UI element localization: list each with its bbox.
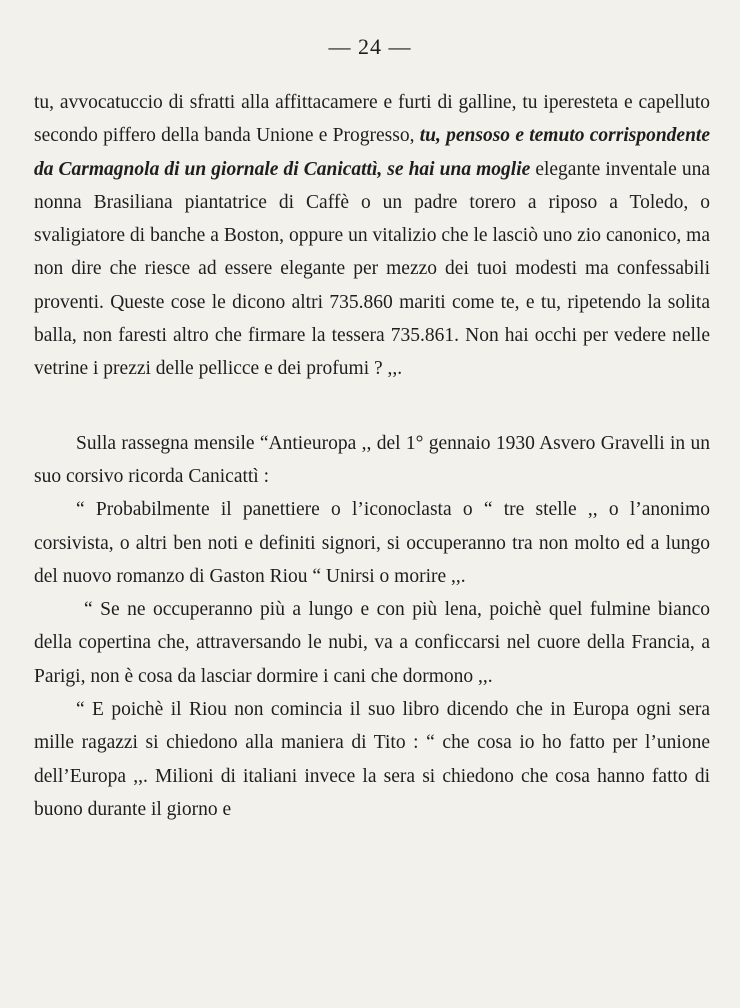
body-text bbox=[34, 86, 710, 826]
paragraph-2: Sulla rassegna mensile “Antieuropa ,, del 1° gennaio 1930 Asvero Gravelli in un suo corsivo ricorda Canicattì : bbox=[34, 432, 710, 487]
paragraph-1-italic: tu, pensoso e temuto corrispondente da Carmagnola di un giornale di Canicattì, se hai una moglie bbox=[34, 125, 711, 180]
paragraph-1-part-b: elegante inventale una nonna Brasiliana piantatrice di Caffè o un padre torero a riposo a Toledo, o svaligiatore di banche a Boston, oppure un vitalizio che le lasciò uno zio canonico, ma non dire che riesce ad essere elegante per mezzo dei tuoi modesti ma confessabili proventi. Queste cose le dicono altri 735.860 mariti come te, e tu, ripetendo la solita balla, non faresti altro che firmare la tessera 735.861. Non hai occhi per vedere nelle vetrine i prezzi delle pellicce e dei profumi ? ,,. bbox=[34, 158, 710, 380]
paragraph-gap bbox=[34, 386, 710, 427]
paragraph-3: “ Probabilmente il panettiere o l’iconoclasta o “ tre stelle ,, o l’anonimo corsivista, o altri ben noti e definiti signori, si occuperanno tra non molto ed a lungo del nuovo romanzo di Gaston Riou “ Unirsi o morire ,,. bbox=[34, 499, 710, 587]
paragraph-1 bbox=[34, 86, 710, 386]
paragraph-1-part-a: tu, avvocatuccio di sfratti alla affittacamere e furti di galline, tu iperesteta e capelluto secondo piffero della banda Unione e Progresso, bbox=[34, 92, 710, 147]
paragraph-5: “ E poichè il Riou non comincia il suo libro dicendo che in Europa ogni sera mille ragazzi si chiedono alla maniera di Tito : “ che cosa io ho fatto per l’unione dell’Europa ,,. Milioni di italiani invece la sera si chiedono che cosa hanno fatto di buono durante il giorno e bbox=[34, 699, 710, 820]
page-number: — 24 — bbox=[328, 34, 412, 59]
paragraph-4: “ Se ne occuperanno più a lungo e con più lena, poichè quel fulmine bianco della copertina che, attraversando le nubi, va a conficcarsi nel cuore della Francia, a Parigi, non è cosa da lasciar dormire i cani che dormono ,,. bbox=[34, 599, 710, 687]
